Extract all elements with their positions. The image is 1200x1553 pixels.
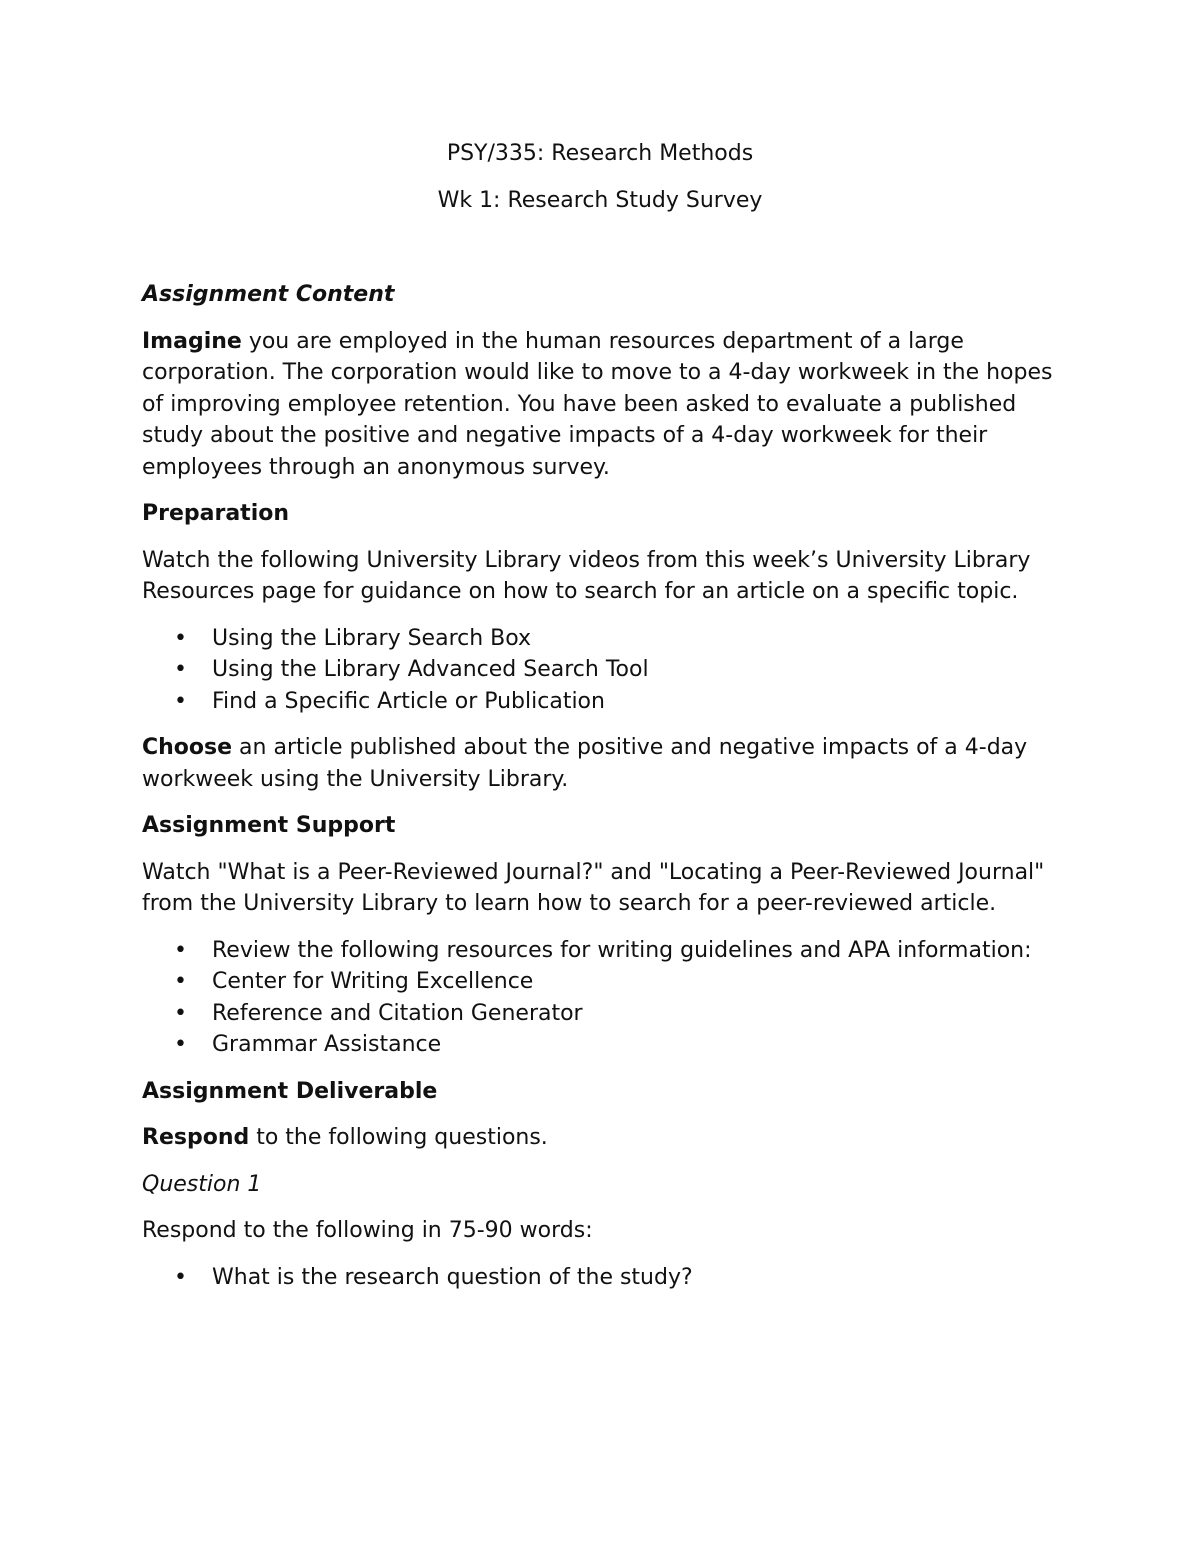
question-1-instruction: Respond to the following in 75-90 words: [142, 1218, 593, 1243]
assignment-content-text: you are employed in the human resources department of a large corporation. The corporation would like to move to a 4-day workweek in the hopes of improving employee retention. You have been asked to evaluate a published study about the positive and negative impacts of a 4-day workweek for their employees through an anonymous survey. [142, 328, 1053, 480]
choose-lead: Choose [142, 735, 233, 760]
preparation-heading: Preparation [142, 501, 290, 526]
respond-lead: Respond [142, 1125, 250, 1150]
assignment-support-intro: Watch "What is a Peer-Reviewed Journal?" and "Locating a Peer-Reviewed Journal" from the University Library to learn how to search for a peer-reviewed article. [142, 859, 1045, 916]
list-item: • Review the following resources for writing guidelines and APA information: [142, 935, 1062, 967]
preparation-video-list [142, 623, 1062, 718]
list-item: • Grammar Assistance [142, 1029, 1062, 1061]
assignment-deliverable-heading: Assignment Deliverable [142, 1078, 438, 1104]
assignment-title: Wk 1: Research Study Survey [437, 187, 763, 213]
assignment-support-heading: Assignment Support [142, 813, 396, 838]
assignment-content-paragraph [142, 326, 1062, 484]
choose-paragraph [142, 732, 1062, 795]
list-item: • Reference and Citation Generator [142, 998, 1062, 1030]
list-item: • Using the Library Advanced Search Tool [142, 654, 1062, 686]
list-item: • What is the research question of the study? [142, 1262, 1062, 1294]
list-item: • Using the Library Search Box [142, 623, 1062, 655]
support-resources-list [142, 935, 1062, 1061]
list-item: • Center for Writing Excellence [142, 966, 1062, 998]
document-content [142, 138, 1062, 1308]
respond-paragraph [142, 1122, 1062, 1154]
choose-text: an article published about the positive and negative impacts of a 4-day workweek using the University Library. [142, 735, 1028, 792]
question-1-label: Question 1 [142, 1171, 262, 1197]
assignment-content-heading: Assignment Content [142, 282, 395, 307]
question-1-list [142, 1262, 1062, 1294]
preparation-intro: Watch the following University Library videos from this week’s University Library Resources page for guidance on how to search for an article on a specific topic. [142, 547, 1031, 604]
course-title: PSY/335: Research Methods [446, 141, 754, 166]
list-item: • Find a Specific Article or Publication [142, 686, 1062, 718]
respond-text: to the following questions. [249, 1125, 548, 1150]
imagine-lead: Imagine [142, 328, 242, 354]
